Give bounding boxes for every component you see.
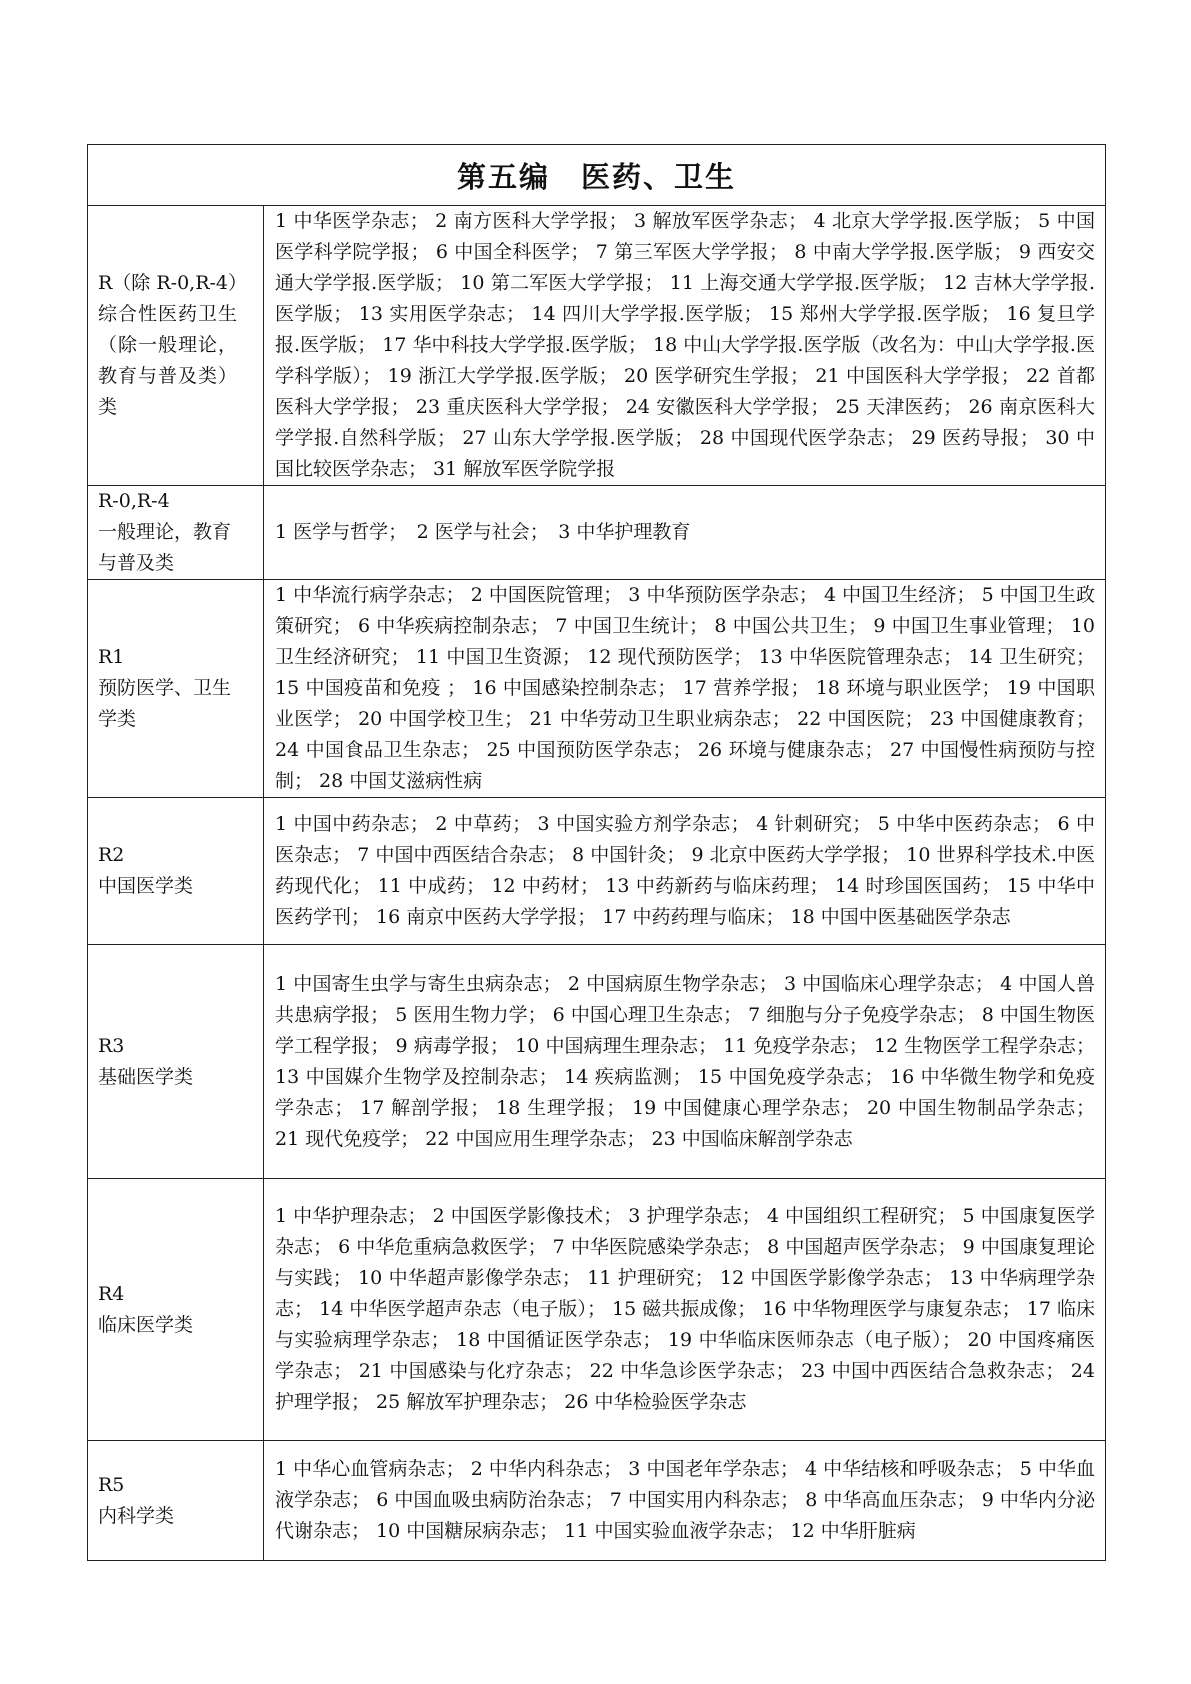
category-name-line: （除一般理论， <box>98 334 239 356</box>
journal-list: 1 中国寄生虫学与寄生虫病杂志； 2 中国病原生物学杂志； 3 中国临床心理学杂志； 4 中国人兽共患病学报； 5 医用生物力学； 6 中国心理卫生杂志； 7 细胞与分子免疫学杂志； 8 中国生物医学工程学报； 9 病毒学报； 10 中国病理生理杂志； 11 免疫学杂志； 12 生物医学工程学杂志； 13 中国媒介生物学及控制杂志； 14 疾病监测； 15 中国免疫学杂志； 16 中华微生物学和免疫学杂志； 17 解剖学报； 18 生理学报； 19 中国健康心理学杂志； 20 中国生物制品学杂志； 21 现代免疫学； 22 中国应用生理学杂志； 23 中国临床解剖学杂志 <box>264 945 1106 1179</box>
category-cell <box>88 1441 264 1561</box>
category-name-line: 临床医学类 <box>98 1313 194 1336</box>
category-code: R4 <box>98 1282 125 1305</box>
category-name-line: 类 <box>98 396 118 418</box>
category-name-line: 内科学类 <box>98 1504 175 1527</box>
journal-list: 1 中华护理杂志； 2 中国医学影像技术； 3 护理学杂志； 4 中国组织工程研究； 5 中国康复医学杂志； 6 中华危重病急救医学； 7 中华医院感染学杂志； 8 中国超声医学杂志； 9 中国康复理论与实践； 10 中华超声影像学杂志； 11 护理研究； 12 中国医学影像学杂志； 13 中华病理学杂志； 14 中华医学超声杂志（电子版）； 15 磁共振成像； 16 中华物理医学与康复杂志； 17 临床与实验病理学杂志； 18 中国循证医学杂志； 19 中华临床医师杂志（电子版）； 20 中国疼痛医学杂志； 21 中国感染与化疗杂志； 22 中华急诊医学杂志； 23 中国中西医结合急救杂志； 24 护理学报； 25 解放军护理杂志； 26 中华检验医学杂志 <box>264 1179 1106 1441</box>
category-cell <box>88 1179 264 1441</box>
category-cell <box>88 580 264 798</box>
category-name-line: 基础医学类 <box>98 1065 194 1088</box>
category-cell <box>88 486 264 580</box>
table-row <box>88 580 1106 798</box>
journal-list: 1 医学与哲学； 2 医学与社会； 3 中华护理教育 <box>264 486 1106 580</box>
journal-list: 1 中华医学杂志； 2 南方医科大学学报； 3 解放军医学杂志； 4 北京大学学报.医学版； 5 中国医学科学院学报； 6 中国全科医学； 7 第三军医大学学报； 8 中南大学学报.医学版； 9 西安交通大学学报.医学版； 10 第二军医大学学报； 11 上海交通大学学报.医学版； 12 吉林大学学报.医学版； 13 实用医学杂志； 14 四川大学学报.医学版； 15 郑州大学学报.医学版； 16 复旦学报.医学版； 17 华中科技大学学报.医学版； 18 中山大学学报.医学版（改名为：中山大学学报.医学科学版）； 19 浙江大学学报.医学版； 20 医学研究生学报； 21 中国医科大学学报； 22 首都医科大学学报； 23 重庆医科大学学报； 24 安徽医科大学学报； 25 天津医药； 26 南京医科大学学报.自然科学版； 27 山东大学学报.医学版； 28 中国现代医学杂志； 29 医药导报； 30 中国比较医学杂志； 31 解放军医学院学报 <box>264 206 1106 486</box>
category-cell <box>88 945 264 1179</box>
table-row <box>88 1441 1106 1561</box>
category-name-line: 与普及类 <box>98 552 175 574</box>
category-code: R3 <box>98 1034 125 1057</box>
journal-list: 1 中华流行病学杂志； 2 中国医院管理； 3 中华预防医学杂志； 4 中国卫生经济； 5 中国卫生政策研究； 6 中华疾病控制杂志； 7 中国卫生统计； 8 中国公共卫生； 9 中国卫生事业管理； 10 卫生经济研究； 11 中国卫生资源； 12 现代预防医学； 13 中华医院管理杂志； 14 卫生研究； 15 中国疫苗和免疫 ； 16 中国感染控制杂志； 17 营养学报； 18 环境与职业医学； 19 中国职业医学； 20 中国学校卫生； 21 中华劳动卫生职业病杂志； 22 中国医院； 23 中国健康教育； 24 中国食品卫生杂志； 25 中国预防医学杂志； 26 环境与健康杂志； 27 中国慢性病预防与控制； 28 中国艾滋病性病 <box>264 580 1106 798</box>
category-code: R-0,R-4 <box>98 490 170 512</box>
category-cell <box>88 798 264 945</box>
category-name-line: 中国医学类 <box>98 875 194 897</box>
table-row <box>88 486 1106 580</box>
category-name-line: 预防医学、卫生 <box>98 677 232 699</box>
section-title: 第五编 医药、卫生 <box>88 145 1106 206</box>
title-row <box>88 145 1106 206</box>
table-row <box>88 798 1106 945</box>
category-name-line: 教育与普及类） <box>98 365 239 387</box>
category-name-line: 学类 <box>98 708 137 730</box>
category-name-line: 综合性医药卫生 <box>98 303 239 325</box>
journal-list: 1 中华心血管病杂志； 2 中华内科杂志； 3 中国老年学杂志； 4 中华结核和呼吸杂志； 5 中华血液学杂志； 6 中国血吸虫病防治杂志； 7 中国实用内科杂志； 8 中华高血压杂志； 9 中华内分泌代谢杂志； 10 中国糖尿病杂志； 11 中国实验血液学杂志； 12 中华肝脏病 <box>264 1441 1106 1561</box>
category-code: R2 <box>98 844 125 866</box>
journal-catalog-table <box>87 144 1106 1561</box>
journal-list: 1 中国中药杂志； 2 中草药； 3 中国实验方剂学杂志； 4 针刺研究； 5 中华中医药杂志； 6 中医杂志； 7 中国中西医结合杂志； 8 中国针灸； 9 北京中医药大学学报； 10 世界科学技术.中医药现代化； 11 中成药； 12 中药材； 13 中药新药与临床药理； 14 时珍国医国药； 15 中华中医药学刊； 16 南京中医药大学学报； 17 中药药理与临床； 18 中国中医基础医学杂志 <box>264 798 1106 945</box>
category-code: R（除 R-0,R-4） <box>98 272 248 294</box>
table-row <box>88 206 1106 486</box>
category-cell <box>88 206 264 486</box>
table-row <box>88 1179 1106 1441</box>
table-row <box>88 945 1106 1179</box>
category-name-line: 一般理论，教育 <box>98 521 232 543</box>
category-code: R5 <box>98 1473 125 1496</box>
category-code: R1 <box>98 646 125 668</box>
